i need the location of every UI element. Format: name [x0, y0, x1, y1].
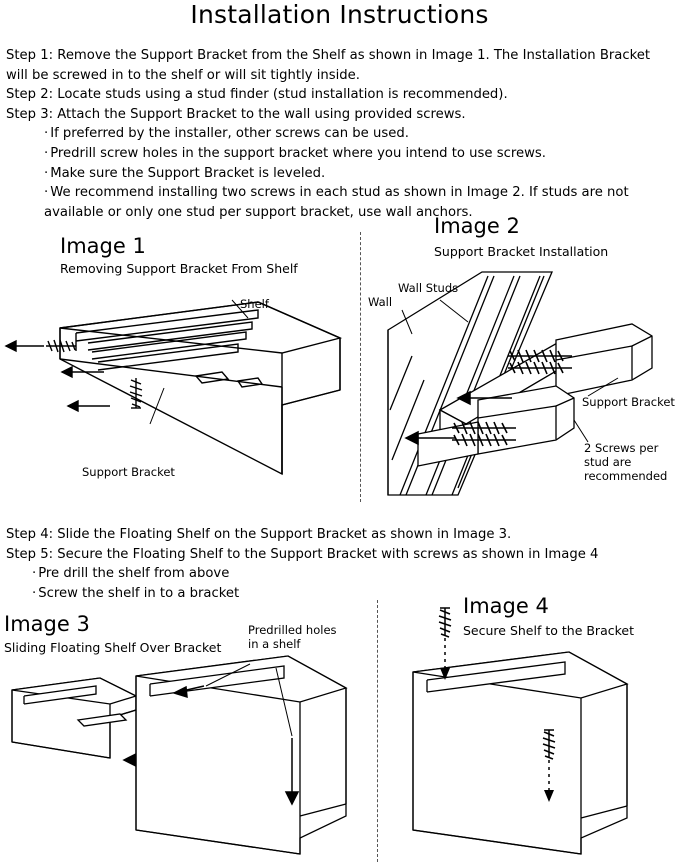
step-3-label: Step 3: [6, 106, 49, 122]
image-2-label-support-bracket: Support Bracket: [582, 395, 675, 409]
image-1-subheading: Removing Support Bracket From Shelf: [60, 261, 298, 276]
step-3-text: : Attach the Support Bracket to the wall using provided screws.: [48, 106, 466, 122]
list-item: · We recommend installing two screws in each stud as shown in Image 2. If studs are not available or only one stud per support bracket, use wall anchors.: [44, 183, 668, 222]
step-5-line: [6, 545, 668, 565]
image-2-subheading: Support Bracket Installation: [434, 244, 609, 259]
list-item: · Make sure the Support Bracket is leveled.: [44, 164, 668, 184]
step-4-line: [6, 525, 668, 545]
step-1-text: : Remove the Support Bracket from the Shelf as shown in Image 1. The Installation Bracket will be screwed in to the shelf or will sit tightly inside.: [6, 48, 651, 83]
image-2-label-wall: Wall: [368, 295, 393, 309]
list-item: · Pre drill the shelf from above: [32, 564, 668, 584]
figure-image-3: [0, 608, 377, 862]
image-3-label-predrilled-2: in a shelf: [248, 637, 301, 651]
step-3-line: [6, 105, 668, 125]
image-1-label-support-bracket: Support Bracket: [82, 465, 175, 479]
step-5-text: : Secure the Floating Shelf to the Support Bracket with screws as shown in Image 4: [48, 546, 599, 562]
step-3-bullet-list: [6, 124, 668, 222]
image-2-label-wall-studs: Wall Studs: [398, 281, 459, 295]
list-item: · Screw the shelf in to a bracket: [32, 584, 668, 604]
step-4-text: : Slide the Floating Shelf on the Support Bracket as shown in Image 3.: [48, 527, 512, 542]
image-2-label-screws-note-1: 2 Screws per: [584, 441, 659, 455]
step-5-label: Step 5: [6, 546, 49, 562]
image-3-subheading: Sliding Floating Shelf Over Bracket: [4, 640, 222, 655]
list-item: · If preferred by the installer, other screws can be used.: [44, 124, 668, 144]
step-4-label: Step 4: [6, 527, 49, 542]
image-2-heading: Image 2: [434, 214, 520, 238]
figure-image-1: [0, 228, 360, 503]
step-2-text: : Locate studs using a stud finder (stud installation is recommended).: [48, 87, 508, 103]
image-3-heading: Image 3: [4, 612, 90, 636]
image-3-label-predrilled-1: Predrilled holes: [248, 623, 337, 637]
image-4-heading: Image 4: [463, 594, 549, 618]
figure-image-4: [377, 590, 679, 862]
step-1-line: [6, 46, 668, 85]
image-4-subheading: Secure Shelf to the Bracket: [463, 623, 634, 638]
image-1-label-shelf: Shelf: [240, 297, 269, 311]
image-2-label-screws-note-2: stud are: [584, 455, 632, 469]
list-item: · Predrill screw holes in the support bracket where you intend to use screws.: [44, 144, 668, 164]
steps-top-block: [6, 46, 668, 222]
step-2-line: [6, 85, 668, 105]
figure-image-2: [360, 210, 679, 505]
step-2-label: Step 2: [6, 87, 49, 103]
step-1-label: Step 1: [6, 48, 49, 63]
image-1-heading: Image 1: [60, 234, 146, 258]
image-2-label-screws-note-3: recommended: [584, 469, 668, 483]
page-title: Installation Instructions: [190, 0, 489, 29]
